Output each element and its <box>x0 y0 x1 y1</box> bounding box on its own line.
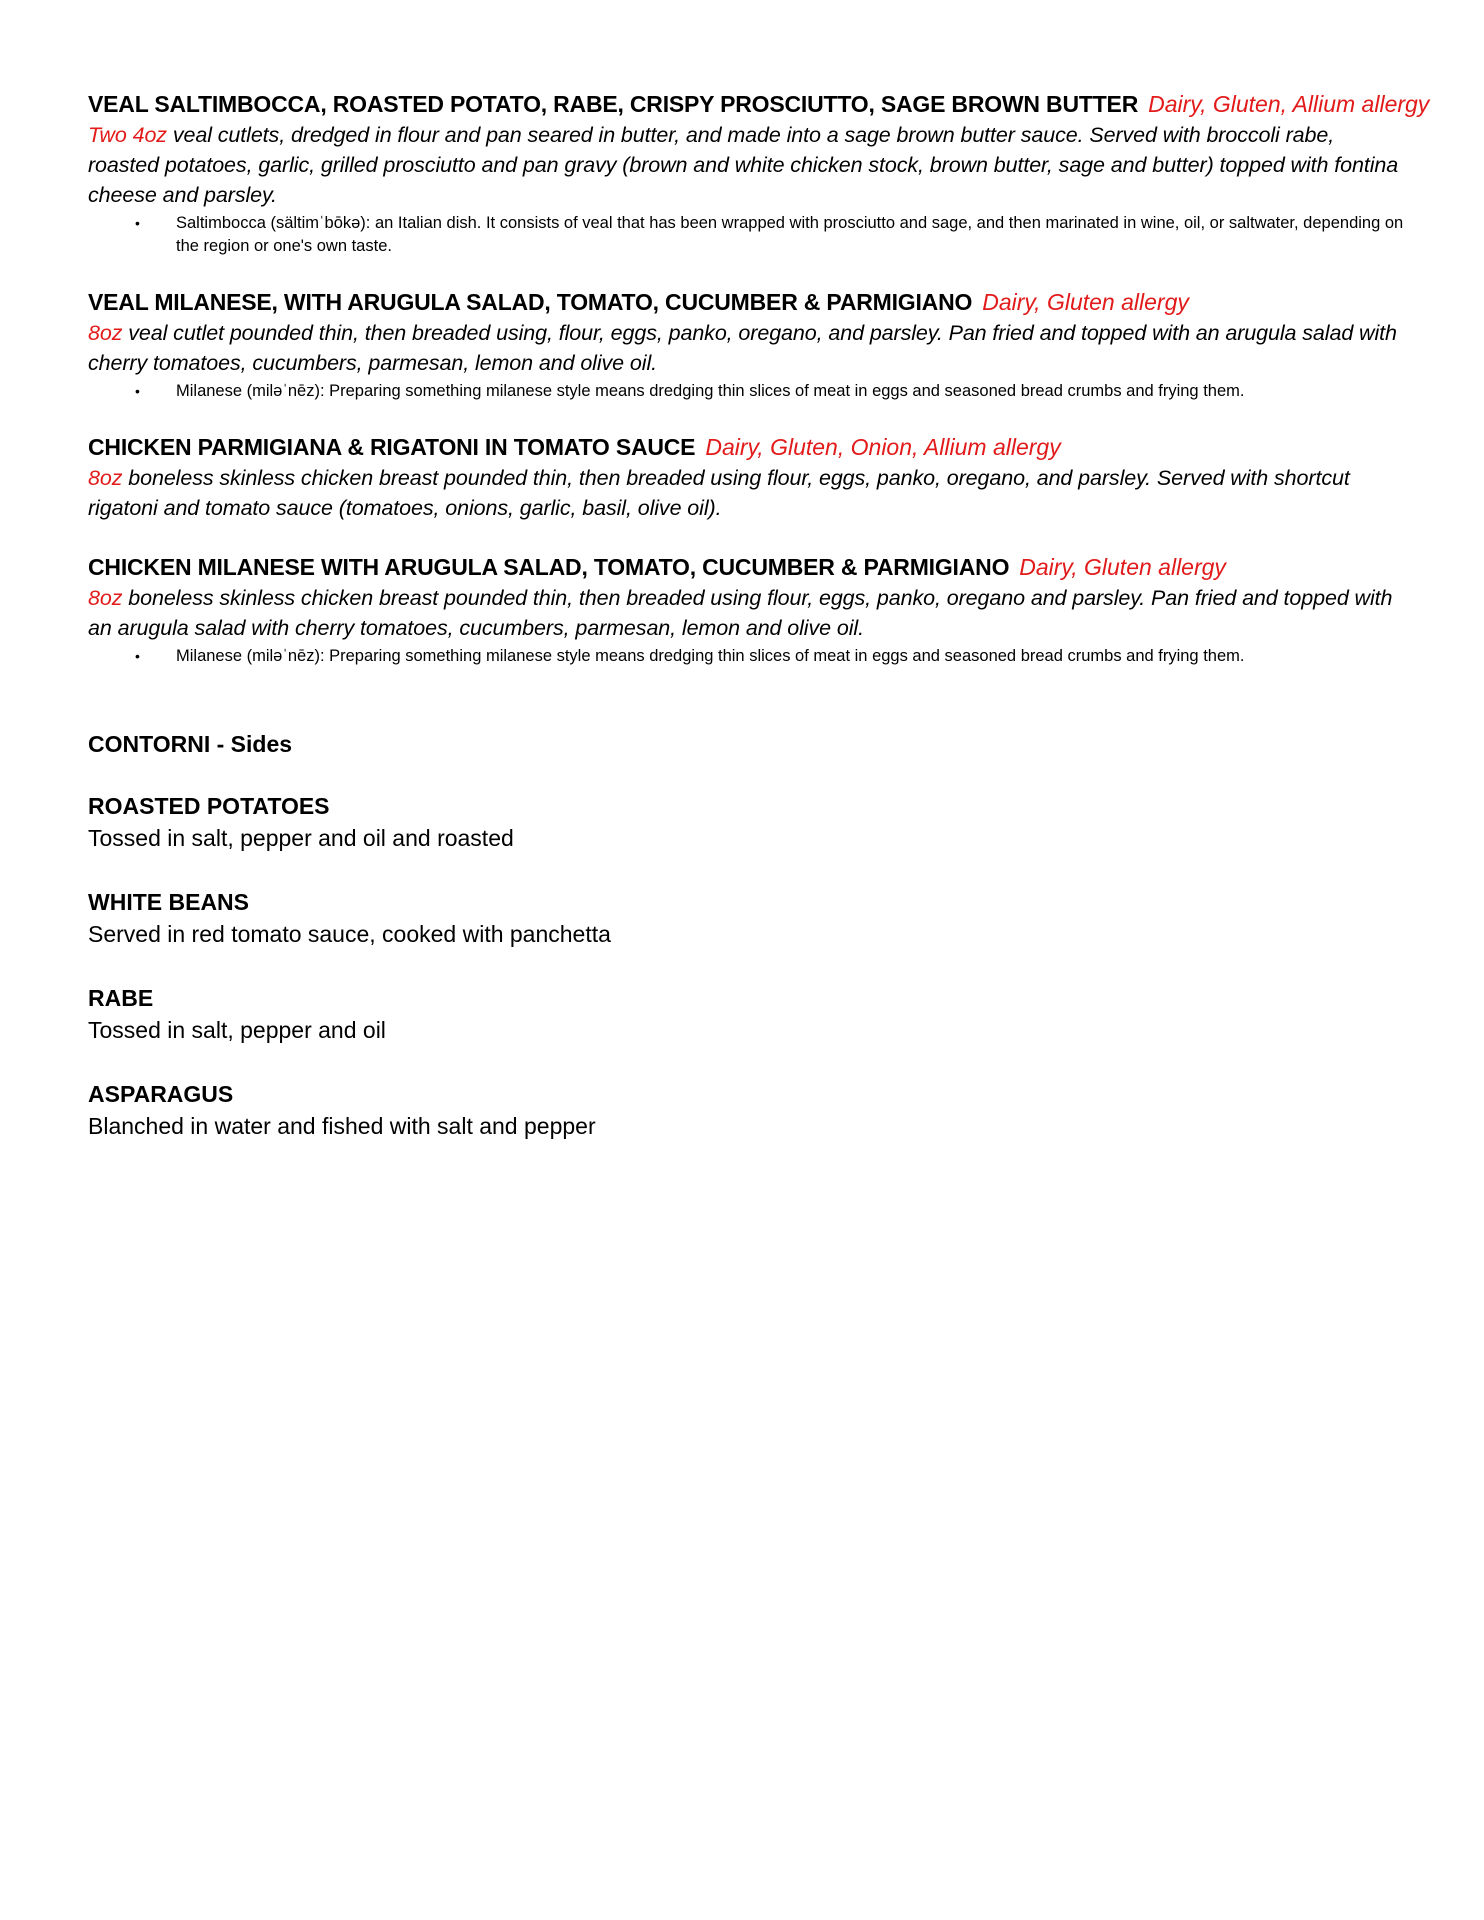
dish-name: VEAL MILANESE, WITH ARUGULA SALAD, TOMATO, CUCUMBER & PARMIGIANO <box>88 289 973 315</box>
note-text: Saltimbocca (sältimˈbōkə): an Italian dish. It consists of veal that has been wrapped with prosciutto and sage, and then marinated in wine, oil, or saltwater, depending on the region or one's own taste. <box>176 214 1404 255</box>
portion-size: 8oz <box>88 586 123 610</box>
dish-name: VEAL SALTIMBOCCA, ROASTED POTATO, RABE, CRISPY PROSCIUTTO, SAGE BROWN BUTTER <box>88 91 1139 117</box>
side-roasted-potatoes <box>88 790 1408 854</box>
dish-header <box>88 286 1408 318</box>
description-text: veal cutlets, dredged in flour and pan seared in butter, and made into a sage brown butter sauce. Served with broccoli rabe, roasted potatoes, garlic, grilled prosciutto and pan gravy (brown and white chicken stock, brown butter, sage and butter) topped with fontina cheese and parsley. <box>88 123 1399 207</box>
allergy-note: Dairy, Gluten, Allium allergy <box>1148 91 1430 117</box>
portion-size: Two 4oz <box>88 123 167 147</box>
note-list <box>88 645 1408 668</box>
description-text: veal cutlet pounded thin, then breaded using, flour, eggs, panko, oregano, and parsley. Pan fried and topped with an arugula salad with cherry tomatoes, cucumbers, parmesan, lemon and olive oil. <box>88 321 1397 375</box>
allergy-note: Dairy, Gluten allergy <box>1019 554 1226 580</box>
dish-veal-milanese <box>88 286 1408 403</box>
bullet-icon: • <box>135 648 140 664</box>
side-asparagus <box>88 1078 1408 1142</box>
bullet-icon: • <box>135 383 140 399</box>
dish-header <box>88 88 1430 120</box>
side-description: Served in red tomato sauce, cooked with panchetta <box>88 921 611 947</box>
dish-description <box>88 318 1408 378</box>
dish-header <box>88 551 1408 583</box>
note-text: Milanese (miləˈnēz): Preparing something milanese style means dredging thin slices of meat in eggs and seasoned bread crumbs and frying them. <box>176 382 1245 400</box>
side-name: RABE <box>88 985 154 1011</box>
dish-description <box>88 120 1408 210</box>
portion-size: 8oz <box>88 321 123 345</box>
note-list <box>88 380 1408 403</box>
dish-name: CHICKEN MILANESE WITH ARUGULA SALAD, TOMATO, CUCUMBER & PARMIGIANO <box>88 554 1010 580</box>
allergy-note: Dairy, Gluten allergy <box>982 289 1189 315</box>
menu-page <box>88 88 1430 1174</box>
allergy-note: Dairy, Gluten, Onion, Allium allergy <box>705 434 1061 460</box>
dish-veal-saltimbocca <box>88 88 1430 258</box>
list-item <box>88 380 1408 403</box>
section-title-contorni: CONTORNI - Sides <box>88 731 293 757</box>
dish-chicken-milanese <box>88 551 1408 668</box>
side-description: Blanched in water and fished with salt and pepper <box>88 1113 596 1139</box>
dish-description <box>88 583 1408 643</box>
bullet-icon: • <box>135 215 140 231</box>
portion-size: 8oz <box>88 466 123 490</box>
side-description: Tossed in salt, pepper and oil <box>88 1017 386 1043</box>
side-rabe <box>88 982 1408 1046</box>
side-name: WHITE BEANS <box>88 889 249 915</box>
description-text: boneless skinless chicken breast pounded thin, then breaded using flour, eggs, panko, oregano and parsley. Pan fried and topped with an arugula salad with cherry tomatoes, cucumbers, parmesan, lemon and olive oil. <box>88 586 1393 640</box>
side-name: ASPARAGUS <box>88 1081 234 1107</box>
description-text: boneless skinless chicken breast pounded thin, then breaded using flour, eggs, panko, oregano, and parsley. Served with shortcut rigatoni and tomato sauce (tomatoes, onions, garlic, basil, olive oil). <box>88 466 1350 520</box>
dish-header <box>88 431 1408 463</box>
side-description: Tossed in salt, pepper and oil and roasted <box>88 825 514 851</box>
dish-name: CHICKEN PARMIGIANA & RIGATONI IN TOMATO SAUCE <box>88 434 696 460</box>
side-name: ROASTED POTATOES <box>88 793 330 819</box>
note-list <box>88 212 1408 258</box>
dish-chicken-parmigiana <box>88 431 1408 523</box>
note-text: Milanese (miləˈnēz): Preparing something milanese style means dredging thin slices of meat in eggs and seasoned bread crumbs and frying them. <box>176 647 1245 665</box>
list-item <box>88 212 1408 258</box>
dish-description <box>88 463 1408 523</box>
side-white-beans <box>88 886 1408 950</box>
list-item <box>88 645 1408 668</box>
